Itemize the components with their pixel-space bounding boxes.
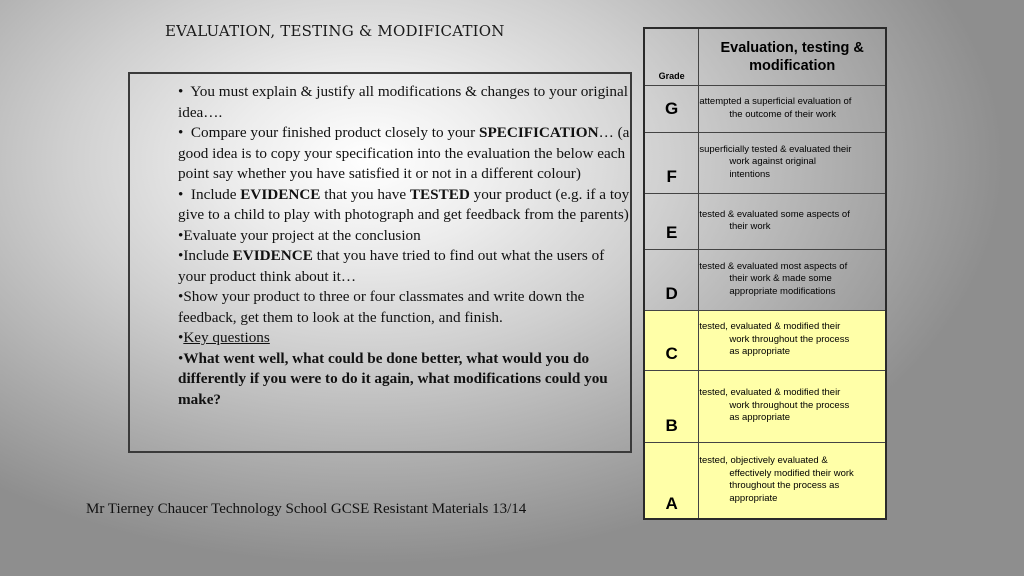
table-row (644, 249, 886, 310)
grade-description: superficially tested & evaluated their work against original intentions (699, 132, 886, 193)
table-row (644, 442, 886, 519)
grade-letter: F (666, 166, 677, 186)
slide-title: EVALUATION, TESTING & MODIFICATION (165, 22, 505, 40)
note-item: •Include EVIDENCE that you have tried to find out what the users of your product think about it… (178, 247, 605, 285)
note-item: • Compare your finished product closely to your SPECIFICATION… (a good idea is to copy your specification into the evaluation the below each point say whether you have satisfied it or not in a different colour) (178, 124, 630, 182)
grade-description: attempted a superficial evaluation of the outcome of their work (699, 85, 886, 132)
notes-text (178, 82, 630, 410)
table-header-row (644, 28, 886, 85)
grade-letter: A (665, 494, 678, 513)
table-row (644, 370, 886, 442)
grade-description: tested, objectively evaluated & effectively modified their work throughout the process as appropriate (699, 442, 886, 519)
grade-description: tested, evaluated & modified their work throughout the process as appropriate (699, 370, 886, 442)
grade-letter: G (665, 98, 679, 118)
table-row (644, 85, 886, 132)
table-row (644, 132, 886, 193)
grade-letter: C (665, 343, 678, 363)
table-row (644, 193, 886, 249)
grade-description: tested & evaluated most aspects of their work & made some appropriate modifications (699, 249, 886, 310)
note-item: • You must explain & justify all modifications & changes to your original idea…. (178, 83, 628, 121)
notes-box (128, 72, 632, 453)
grade-description: tested & evaluated some aspects of their work (699, 193, 886, 249)
note-item: •Evaluate your project at the conclusion (178, 226, 421, 244)
table-row (644, 310, 886, 370)
note-item: • Include EVIDENCE that you have TESTED your product (e.g. if a toy give to a child to play with photograph and get feedback from the parents) (178, 185, 630, 223)
note-item: •Show your product to three or four classmates and write down the feedback, get them to look at the function, and finish. (178, 288, 585, 326)
grade-table (643, 27, 887, 520)
header-grade: Grade (644, 28, 699, 85)
grade-letter: D (665, 283, 678, 303)
grade-description: tested, evaluated & modified their work throughout the process as appropriate (699, 310, 886, 370)
header-description: Evaluation, testing & modification (699, 28, 886, 85)
note-item: •What went well, what could be done better, what would you do differently if you were to do it again, what modifications could you make? (178, 349, 608, 408)
grade-letter: E (666, 222, 678, 242)
key-questions-link[interactable]: Key questions (183, 329, 270, 346)
grade-letter: B (665, 415, 678, 435)
note-item: •Key questions (178, 329, 270, 346)
footer-credit: Mr Tierney Chaucer Technology School GCSE Resistant Materials 13/14 (86, 501, 527, 517)
